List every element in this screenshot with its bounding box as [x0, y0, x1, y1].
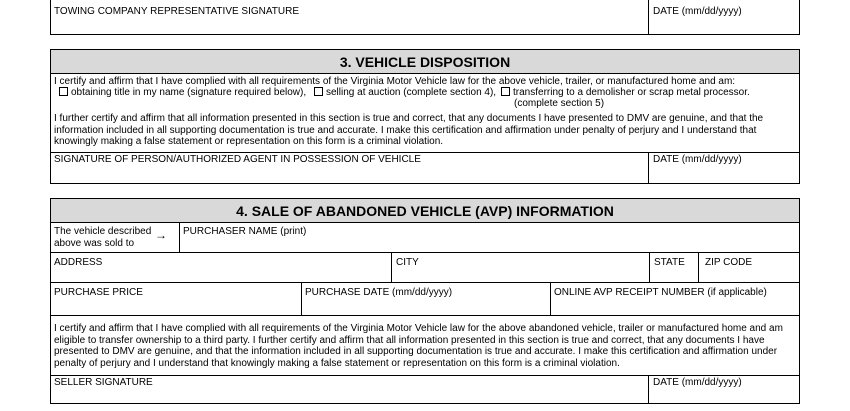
section3-certification: I further certify and affirm that all information presented in this section is true and correct, that any documents I have presented to DMV are genuine, and that the information included in all supporting documentation is true and accurate. I make this certification and affirmation under penalty of perjury and I understand that knowingly making a false statement or representation on this form is a criminal violation.	[54, 113, 764, 147]
purchaser-name-field[interactable]	[180, 223, 799, 252]
obtaining-title-checkbox[interactable]	[59, 87, 68, 96]
transfer-demolisher-checkbox[interactable]	[501, 87, 510, 96]
city-field[interactable]	[392, 253, 649, 282]
city-label: CITY	[396, 257, 419, 268]
seller-signature-label: SELLER SIGNATURE	[54, 377, 153, 388]
section3-intro: I certify and affirm that I have complied with all requirements of the Virginia Motor Vehicle law for the above vehicle, trailer, or manufactured home and am:	[54, 76, 736, 87]
sold-to-line1: The vehicle described	[54, 226, 152, 237]
purchase-price-field[interactable]	[51, 283, 301, 315]
section-sale-of-abandoned-vehicle	[50, 198, 800, 404]
towing-date-field[interactable]	[649, 0, 799, 34]
section-vehicle-disposition	[50, 49, 800, 184]
avp-receipt-number-label: ONLINE AVP RECEIPT NUMBER (if applicable)	[554, 287, 767, 298]
towing-signature-field[interactable]	[51, 0, 648, 34]
possessor-date-field[interactable]	[649, 153, 799, 183]
address-field[interactable]	[51, 253, 391, 282]
avp-receipt-number-field[interactable]	[551, 283, 799, 315]
section3-title: 3. VEHICLE DISPOSITION	[51, 50, 799, 74]
possessor-date-label: DATE (mm/dd/yyyy)	[653, 154, 742, 165]
possessor-signature-field[interactable]	[51, 153, 648, 183]
zip-code-label: ZIP CODE	[705, 257, 753, 268]
purchase-date-field[interactable]	[302, 283, 550, 315]
possessor-signature-label: SIGNATURE OF PERSON/AUTHORIZED AGENT IN POSSESSION OF VEHICLE	[54, 154, 421, 165]
obtaining-title-label: obtaining title in my name (signature required below),	[71, 87, 307, 98]
option-obtaining-title[interactable]	[59, 87, 306, 98]
sold-to-line2: above was sold to	[54, 238, 135, 249]
selling-auction-label: selling at auction (complete section 4),	[326, 87, 497, 98]
sold-to-note	[51, 223, 179, 252]
option-selling-auction[interactable]	[314, 87, 496, 98]
purchase-date-label: PURCHASE DATE (mm/dd/yyyy)	[305, 287, 453, 298]
address-label: ADDRESS	[54, 257, 103, 268]
section4-certification: I certify and affirm that I have complied with all requirements of the Virginia Motor Vehicle law for the above abandoned vehicle, trailer or manufactured home and am eligible to transfer ownership to a third party. I further certify and affirm that all information presented in this section is true and correct, that any documents I have presented to DMV are genuine, and that the information included in all supporting documentation is true and accurate. I make this certification and affirmation under penalty of perjury and I understand that knowingly making a false statement or representation on this form is a criminal violation.	[54, 323, 783, 369]
towing-signature-label: TOWING COMPANY REPRESENTATIVE SIGNATURE	[54, 6, 300, 17]
seller-date-field[interactable]	[649, 376, 799, 403]
transfer-demolisher-sublabel: (complete section 5)	[514, 98, 605, 109]
towing-signature-row	[50, 0, 800, 35]
purchase-price-label: PURCHASE PRICE	[54, 287, 143, 298]
transfer-demolisher-label: transferring to a demolisher or scrap metal processor.	[513, 87, 750, 98]
selling-auction-checkbox[interactable]	[314, 87, 323, 96]
seller-signature-field[interactable]	[51, 376, 648, 403]
state-label: STATE	[654, 257, 685, 268]
option-transfer-demolisher[interactable]	[501, 87, 750, 98]
purchaser-name-label: PURCHASER NAME (print)	[183, 226, 307, 237]
zip-code-field[interactable]	[699, 253, 799, 282]
right-arrow-icon: →	[155, 228, 167, 242]
section4-title: 4. SALE OF ABANDONED VEHICLE (AVP) INFORMATION	[51, 199, 799, 223]
towing-date-label: DATE (mm/dd/yyyy)	[653, 6, 742, 17]
state-field[interactable]	[650, 253, 698, 282]
seller-date-label: DATE (mm/dd/yyyy)	[653, 377, 742, 388]
